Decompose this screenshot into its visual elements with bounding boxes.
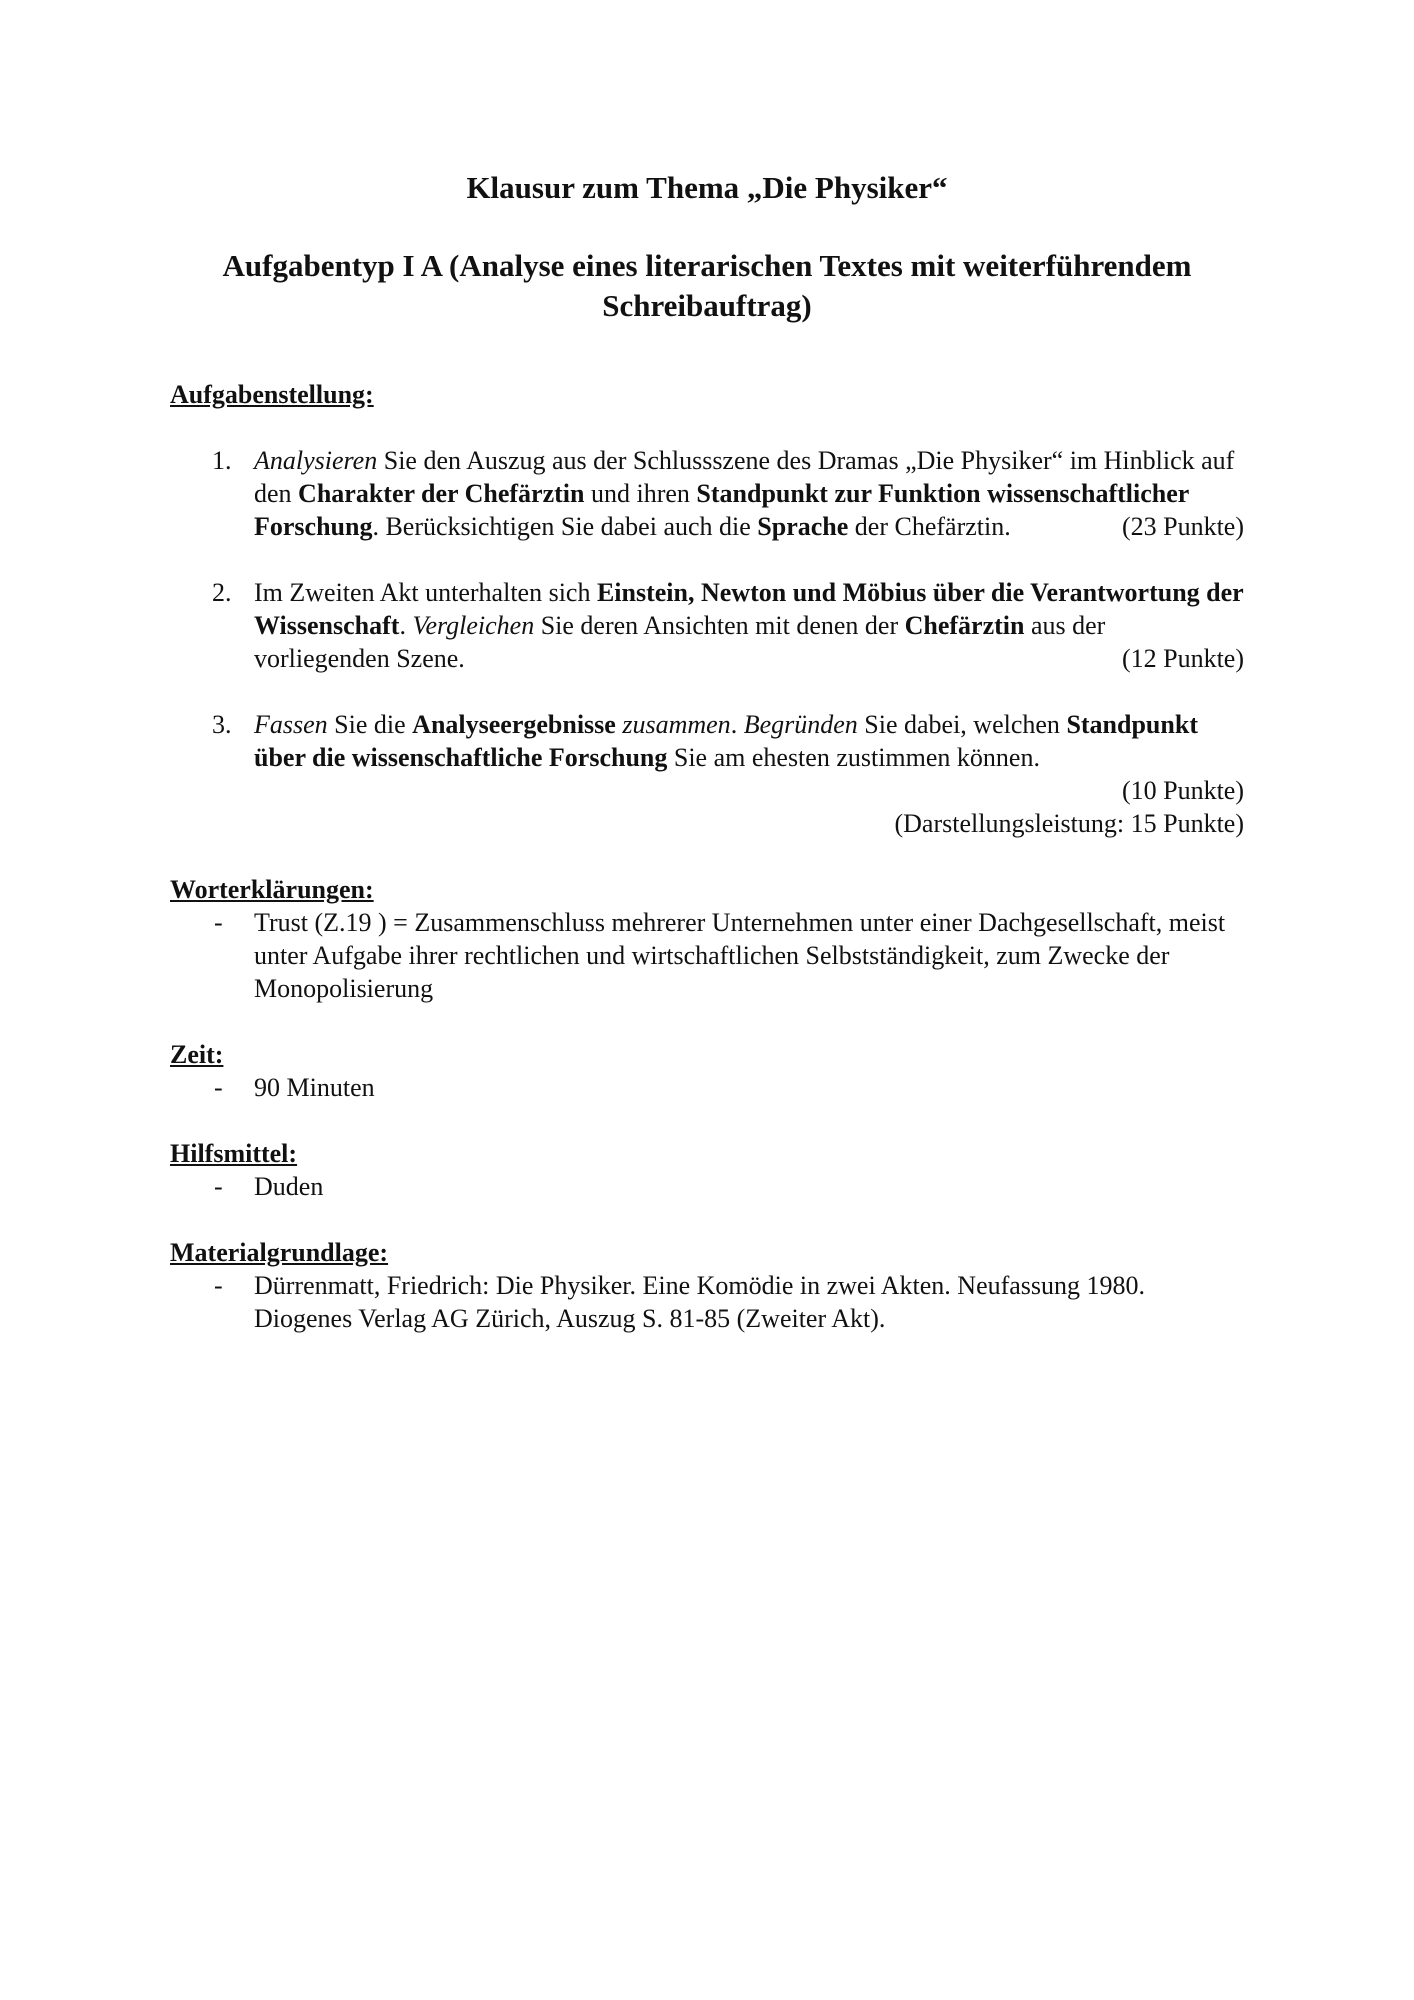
task-keyword: Sprache xyxy=(757,512,849,541)
task-number: 1. xyxy=(212,446,232,475)
task-text-part: aus der vorliegenden Szene. xyxy=(254,611,1106,673)
task-keyword: Einstein, Newton und Möbius über die Verantwortung der Wissenschaft xyxy=(254,578,1244,640)
task-text-part: Im Zweiten Akt unterhalten sich xyxy=(254,578,597,607)
task-text-part: . xyxy=(730,710,744,739)
task-text-part: Sie den Auszug aus der Schlussszene des Dramas „Die Physiker“ im Hinblick auf den xyxy=(254,446,1235,508)
bullet-dash: - xyxy=(214,1271,223,1300)
list-item-text: Trust (Z.19 ) = Zusammenschluss mehrerer Unternehmen unter einer Dachgesellschaft, meist unter Aufgabe ihrer rechtlichen und wirtschaftlichen Selbstständigkeit, zum Zwecke der Monopolisierung xyxy=(254,908,1226,1003)
worterklaerungen-section xyxy=(170,873,1244,1005)
task-operator: Begründen xyxy=(743,710,858,739)
materialgrundlage-heading: Materialgrundlage: xyxy=(170,1238,389,1267)
list-item-text: Duden xyxy=(254,1172,324,1201)
task-text-part: . Berücksichtigen Sie dabei auch die xyxy=(372,512,758,541)
document-subtitle: Aufgabentyp I A (Analyse eines literarischen Textes mit weiterführendem Schreibauftrag) xyxy=(222,248,1192,323)
task-operator: Vergleichen xyxy=(412,611,535,640)
bullet-dash: - xyxy=(214,1073,223,1102)
materialgrundlage-section xyxy=(170,1236,1244,1335)
task-number: 3. xyxy=(212,710,232,739)
task-points: (10 Punkte) xyxy=(1121,776,1244,805)
task-2 xyxy=(170,576,1244,675)
document-body xyxy=(170,378,1244,1368)
task-text-part: der Chefärztin. xyxy=(848,512,1011,541)
hilfsmittel-section xyxy=(170,1137,1244,1203)
task-operator: Analysieren xyxy=(254,446,378,475)
task-text xyxy=(254,446,1234,541)
task-3 xyxy=(170,708,1244,840)
task-text-part: Sie deren Ansichten mit denen der xyxy=(534,611,905,640)
task-keyword: Standpunkt zur Funktion wissenschaftlicher Forschung xyxy=(254,479,1189,541)
bullet-dash: - xyxy=(214,908,223,937)
task-keyword: Analyseergebnisse xyxy=(412,710,616,739)
task-keyword: Standpunkt über die wissenschaftliche Forschung xyxy=(254,710,1198,772)
document-title: Klausur zum Thema „Die Physiker“ xyxy=(466,170,948,205)
list-item-text: 90 Minuten xyxy=(254,1073,375,1102)
task-text xyxy=(254,578,1243,673)
task-keyword: Chefärztin xyxy=(904,611,1025,640)
worterklaerungen-heading: Worterklärungen: xyxy=(170,875,374,904)
task-text-part: Sie am ehesten zustimmen können. xyxy=(667,743,1040,772)
task-operator: zusammen xyxy=(622,710,731,739)
task-1 xyxy=(170,444,1244,543)
aufgabenstellung-heading: Aufgabenstellung: xyxy=(170,380,374,409)
task-text-part: Sie dabei, welchen xyxy=(857,710,1067,739)
zeit-section xyxy=(170,1038,1244,1104)
task-operator: Fassen xyxy=(254,710,328,739)
list-item-text: Dürrenmatt, Friedrich: Die Physiker. Eine Komödie in zwei Akten. Neufassung 1980. Diogenes Verlag AG Zürich, Auszug S. 81-85 (Zweiter Akt). xyxy=(254,1271,1146,1333)
task-points: (23 Punkte) xyxy=(1121,512,1244,541)
task-number: 2. xyxy=(212,578,232,607)
list-item xyxy=(170,1269,1244,1335)
task-text-part: und ihren xyxy=(584,479,697,508)
task-points: (12 Punkte) xyxy=(1121,644,1244,673)
task-keyword: Charakter der Chefärztin xyxy=(298,479,585,508)
aufgabenstellung-section xyxy=(170,378,1244,840)
list-item xyxy=(170,906,1244,1005)
darstellungsleistung-points: (Darstellungsleistung: 15 Punkte) xyxy=(894,809,1244,838)
task-text-part: Sie die xyxy=(327,710,413,739)
zeit-heading: Zeit: xyxy=(170,1040,224,1069)
list-item xyxy=(170,1170,1244,1203)
hilfsmittel-heading: Hilfsmittel: xyxy=(170,1139,298,1168)
task-text-part: . xyxy=(399,611,413,640)
bullet-dash: - xyxy=(214,1172,223,1201)
list-item xyxy=(170,1071,1244,1104)
task-text xyxy=(254,710,1198,772)
